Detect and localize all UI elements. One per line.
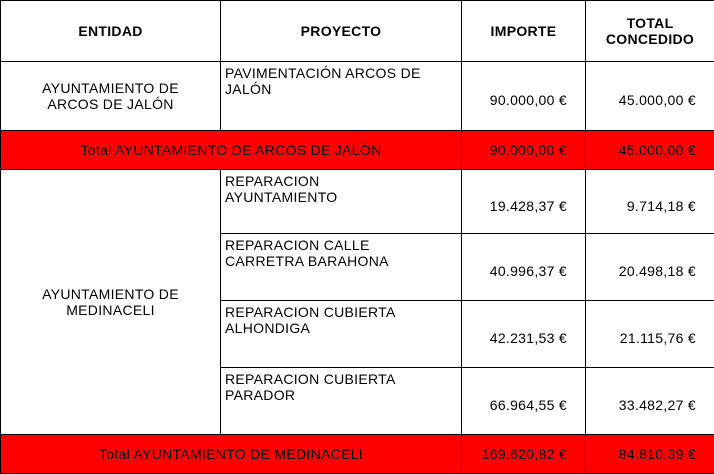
table-row (1, 62, 714, 131)
total-row (1, 435, 714, 474)
concedido-cell: 33.482,27 € (586, 368, 714, 435)
importe-cell: 90.000,00 € (462, 62, 586, 131)
concedido-cell: 9.714,18 € (586, 170, 714, 234)
proyecto-line: REPARACION CALLE (225, 237, 461, 253)
header-total-concedido-line1: TOTAL (586, 15, 714, 31)
total-concedido: 84.810,39 € (586, 435, 714, 474)
proyecto-line: ALHONDIGA (225, 320, 461, 336)
proyecto-line: AYUNTAMIENTO (225, 189, 461, 205)
entidad-line: AYUNTAMIENTO DE (1, 80, 220, 96)
proyecto-line: REPARACION CUBIERTA (225, 371, 461, 387)
proyecto-cell (221, 62, 462, 131)
proyecto-line: PAVIMENTACIÓN ARCOS DE (225, 65, 461, 81)
total-label: Total AYUNTAMIENTO DE ARCOS DE JALÓN (1, 131, 462, 170)
header-entidad: ENTIDAD (1, 1, 221, 62)
concedido-cell: 21.115,76 € (586, 301, 714, 368)
proyecto-line: CARRETRA BARAHONA (225, 253, 461, 269)
concedido-cell: 20.498,18 € (586, 234, 714, 301)
proyecto-cell (221, 234, 462, 301)
total-concedido: 45.000,00 € (586, 131, 714, 170)
proyecto-cell (221, 301, 462, 368)
header-total-concedido (586, 1, 714, 62)
total-row (1, 131, 714, 170)
header-total-concedido-line2: CONCEDIDO (586, 31, 714, 47)
importe-cell: 66.964,55 € (462, 368, 586, 435)
entidad-line: ARCOS DE JALÓN (1, 96, 220, 112)
proyecto-cell (221, 170, 462, 234)
proyecto-line: JALÓN (225, 81, 461, 97)
entidad-line: MEDINACELI (1, 302, 220, 318)
proyecto-cell (221, 368, 462, 435)
importe-cell: 40.996,37 € (462, 234, 586, 301)
proyecto-line: REPARACION (225, 173, 461, 189)
importe-cell: 42.231,53 € (462, 301, 586, 368)
proyecto-line: REPARACION CUBIERTA (225, 304, 461, 320)
header-row (1, 1, 714, 62)
entidad-cell (1, 62, 221, 131)
proyecto-line: PARADOR (225, 387, 461, 403)
concedido-cell: 45.000,00 € (586, 62, 714, 131)
entidad-line: AYUNTAMIENTO DE (1, 286, 220, 302)
header-proyecto: PROYECTO (221, 1, 462, 62)
table-row (1, 170, 714, 234)
total-importe: 169.620,82 € (462, 435, 586, 474)
header-importe: IMPORTE (462, 1, 586, 62)
total-label: Total AYUNTAMIENTO DE MEDINACELI (1, 435, 462, 474)
total-importe: 90.000,00 € (462, 131, 586, 170)
entidad-cell (1, 170, 221, 435)
importe-cell: 19.428,37 € (462, 170, 586, 234)
